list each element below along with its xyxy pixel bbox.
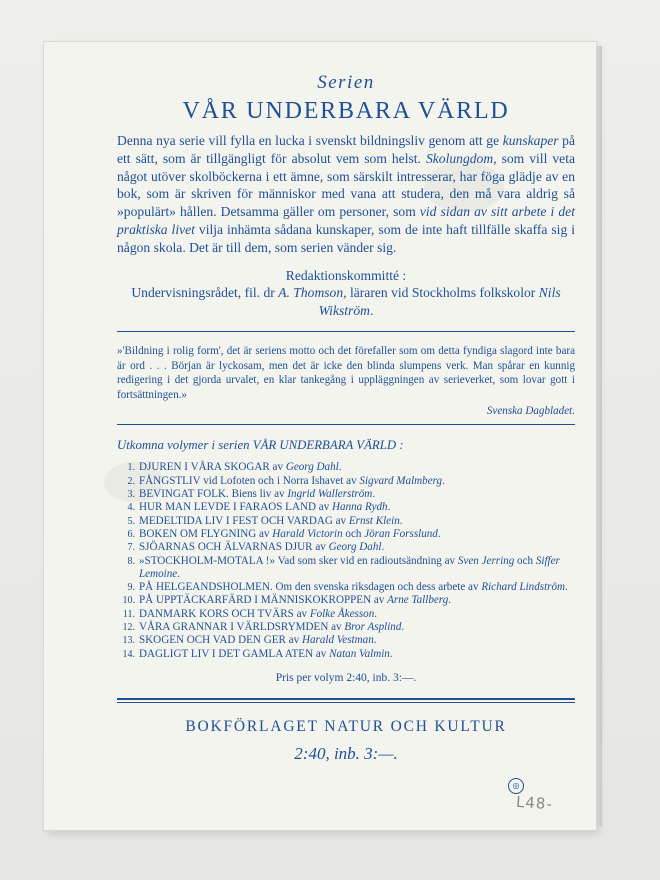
- text-run: .: [374, 607, 378, 620]
- text-run: vilja inhämta sådana kunskaper, som de inte haft tillfälle skaffa sig i någon skola. Det är till dem, som serien vänder sig.: [117, 221, 575, 255]
- text-run: .: [399, 514, 403, 527]
- text-run: av: [332, 514, 349, 527]
- volume-title: »STOCKHOLM-MOTALA !»: [139, 554, 276, 567]
- volume-item: [117, 475, 575, 488]
- text-run: av: [316, 501, 333, 514]
- text-run: av: [285, 634, 302, 647]
- italic-text: Richard Lindström: [481, 581, 566, 594]
- volume-title: SKOGEN OCH VAD DEN GER: [139, 634, 286, 647]
- volume-number: 3.: [127, 489, 135, 501]
- series-description: [117, 132, 575, 257]
- text-run: .: [338, 461, 342, 474]
- text-run: .: [373, 634, 377, 647]
- volume-item: [117, 501, 575, 514]
- volume-title: MEDELTIDA LIV I FEST OCH VARDAG: [139, 514, 333, 527]
- text-run: .: [437, 527, 441, 540]
- volume-item: [117, 515, 575, 528]
- volume-item: [117, 461, 575, 474]
- text-run: .: [372, 488, 376, 501]
- editorial-committee: [117, 267, 575, 320]
- volume-number: 14.: [122, 648, 135, 660]
- double-divider-rule: [117, 698, 575, 703]
- italic-text: Siffer Lemoine: [139, 554, 560, 580]
- volume-number: 11.: [122, 608, 135, 620]
- volume-number: 6.: [127, 528, 135, 540]
- committee-heading: Redaktionskommitté :: [285, 267, 407, 283]
- volume-item: [117, 581, 575, 594]
- publisher-logo-icon: ◎: [508, 778, 524, 794]
- price: 2:40, inb. 3:—.: [294, 743, 398, 763]
- italic-text: Harald Vestman: [301, 634, 374, 647]
- volume-item: [117, 648, 575, 661]
- text-run: av: [293, 607, 310, 620]
- text-run: .: [381, 541, 385, 554]
- text-run: .: [448, 594, 452, 607]
- text-run: . Biens liv av: [226, 488, 288, 501]
- committee-members: [117, 284, 575, 319]
- quote-source: Svenska Dagbladet.: [486, 405, 575, 418]
- volume-title: VÅRA GRANNAR I VÄRLDSRYMDEN: [139, 621, 329, 634]
- text-run: och: [514, 554, 536, 567]
- volume-title: PÅ UPPTÄCKARFÄRD I MÄNNISKOKROPPEN: [139, 594, 372, 607]
- text-run: av: [371, 594, 388, 607]
- italic-text: Ingrid Wallerström: [287, 488, 373, 501]
- volume-title: BEVINGAT FOLK: [139, 488, 227, 501]
- volume-item: [117, 488, 575, 501]
- volume-number: 13.: [122, 635, 135, 647]
- italic-text: Nils Wikström: [318, 285, 561, 318]
- divider-rule: [117, 331, 575, 332]
- volume-item: [117, 608, 575, 621]
- volume-number: 8.: [127, 555, 135, 567]
- volume-number: 1.: [127, 462, 135, 474]
- text-run: Denna nya serie vill fylla en lucka i svenskt bildningsliv genom att ge: [117, 133, 503, 148]
- text-run: .: [387, 501, 391, 514]
- text-run: av: [312, 541, 329, 554]
- divider-rule: [117, 424, 575, 425]
- volume-number: 7.: [127, 542, 135, 554]
- text-run: . Om den svenska riksdagen och dess arbete av: [269, 581, 482, 594]
- press-quote: »'Bildning i rolig form', det är seriens motto och det förefaller som om detta fyndiga slagord inte bara är ord . . . Början är lyckosam, men det är icke den blinda slumpens verk. Man spårar en kunnig redigering i det gjorda urvalet, en klar tankegång i uppläggningen av serieverket, som lovar gott i fortsättningen.»: [117, 345, 575, 401]
- volume-title: FÅNGSTLIV: [139, 474, 201, 487]
- text-run: av: [269, 461, 286, 474]
- volume-item: [117, 634, 575, 647]
- volume-title: BOKEN OM FLYGNING: [139, 527, 257, 540]
- italic-text: Natan Valmin: [329, 647, 390, 660]
- italic-text: kunskaper: [502, 133, 559, 148]
- italic-text: Arne Tallberg: [387, 594, 449, 607]
- publisher-name: BOKFÖRLAGET NATUR OCH KULTUR: [185, 717, 507, 735]
- text-run: av: [256, 527, 273, 540]
- volume-item: [117, 555, 575, 582]
- volume-item: [117, 594, 575, 607]
- text-run: Undervisningsrådet, fil. dr: [131, 285, 279, 301]
- series-label: Serien: [317, 72, 375, 93]
- italic-text: vid sidan av sitt arbete i det praktiska livet: [117, 204, 575, 237]
- price-per-volume: Pris per volym 2:40, inb. 3:—.: [275, 671, 417, 684]
- italic-text: Sven Jerring: [457, 554, 515, 567]
- italic-text: Georg Dahl: [285, 461, 339, 474]
- italic-text: Harald Victorin: [272, 527, 343, 540]
- volume-item: [117, 541, 575, 554]
- text-run: på ett sätt, som är tillgängligt för absolut vem som helst.: [117, 133, 576, 166]
- text-run: , läraren vid Stockholms folkskolor: [343, 285, 539, 301]
- volume-title: PÅ HELGEANDSHOLMEN: [139, 581, 270, 594]
- italic-text: Ernst Klein: [348, 514, 400, 527]
- volume-item: [117, 528, 575, 541]
- text-run: av: [328, 621, 345, 634]
- italic-text: Jöran Forsslund: [364, 527, 438, 540]
- text-run: Vad som sker vid en radioutsändning av: [275, 554, 458, 567]
- text-run: .: [369, 302, 374, 318]
- italic-text: A. Thomson: [278, 285, 344, 301]
- italic-text: Folke Åkesson: [309, 607, 375, 620]
- volume-title: DANMARK KORS OCH TVÄRS: [139, 607, 294, 620]
- volume-number: 10.: [122, 595, 135, 607]
- volume-number: 4.: [127, 502, 135, 514]
- series-title: VÅR UNDERBARA VÄRLD: [182, 98, 510, 124]
- italic-text: Skolungdom: [425, 150, 494, 166]
- text-run: .: [442, 474, 445, 487]
- text-run: .: [401, 621, 405, 634]
- volume-title: DAGLIGT LIV I DET GAMLA ATEN: [139, 647, 314, 660]
- volumes-heading: Utkomna volymer i serien VÅR UNDERBARA VÄRLD :: [117, 438, 404, 453]
- volume-number: 12.: [122, 622, 135, 634]
- book-back-cover: [44, 42, 596, 830]
- cover-text: [117, 42, 575, 765]
- italic-text: Georg Dahl: [328, 541, 382, 554]
- volume-title: HUR MAN LEVDE I FARAOS LAND: [139, 501, 316, 514]
- volume-number: 9.: [127, 582, 135, 594]
- text-run: , som vill veta något utöver skolböckerna i ett ämne, som särskilt intresserar, har föga glädje av en bok, som är skriven för människor med vana att studera, den må vara aldrig så »populärt» hållen. Detsamma gäller om personer, som: [117, 150, 576, 220]
- italic-text: Bror Asplind: [344, 621, 402, 634]
- text-run: .: [565, 581, 568, 594]
- volume-item: [117, 621, 575, 634]
- text-run: .: [177, 567, 180, 580]
- text-run: och: [342, 527, 365, 540]
- italic-text: Sigvard Malmberg: [359, 474, 443, 487]
- volume-list: [117, 461, 575, 660]
- volume-title: DJUREN I VÅRA SKOGAR: [139, 461, 270, 474]
- text-run: .: [389, 647, 393, 660]
- text-run: av: [313, 647, 330, 660]
- text-run: vid Lofoten och i Norra Ishavet av: [200, 474, 360, 487]
- volume-number: 2.: [127, 475, 135, 487]
- volume-number: 5.: [127, 515, 135, 527]
- italic-text: Hanna Rydh: [332, 501, 388, 514]
- cover-edge: [596, 46, 602, 826]
- pencil-annotation: L48-: [515, 792, 554, 814]
- volume-title: SJÖARNAS OCH ÄLVARNAS DJUR: [139, 541, 313, 554]
